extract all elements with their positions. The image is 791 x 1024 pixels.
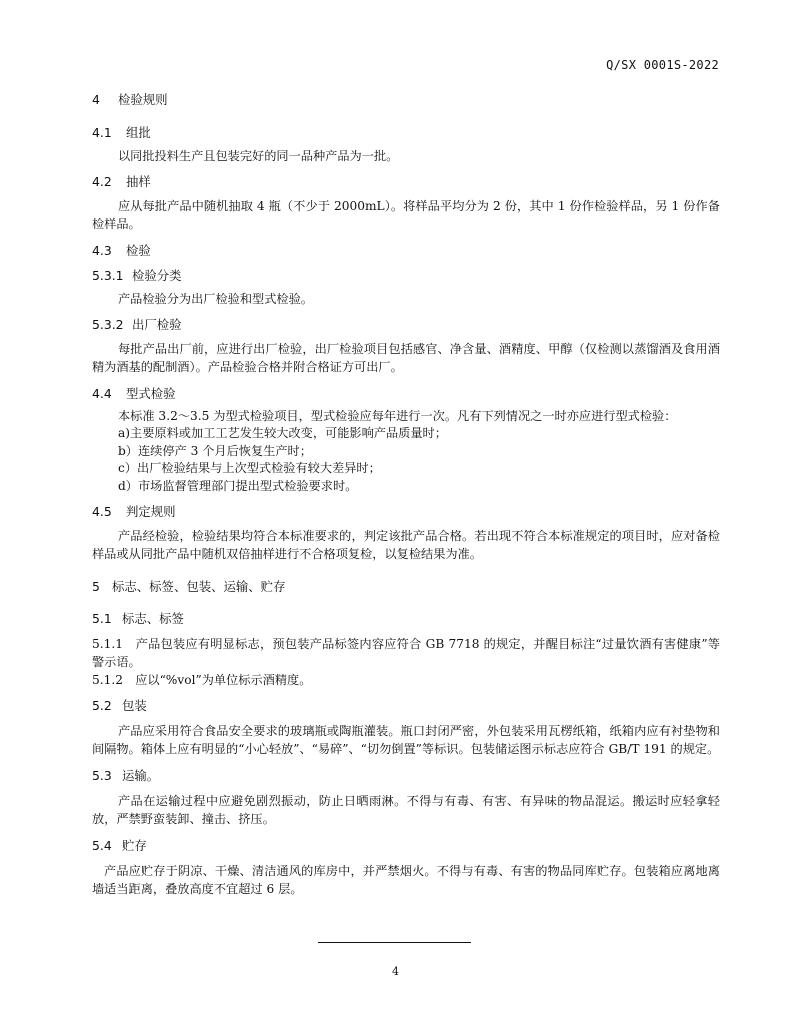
section-title: 抽样 bbox=[126, 174, 151, 189]
section-4-1-text: 以同批投料生产且包装完好的同一品种产品为一批。 bbox=[118, 149, 399, 163]
section-4-3-heading bbox=[92, 243, 720, 259]
section-5-2-heading bbox=[92, 698, 720, 714]
section-5-1-1-text: 5.1.1 产品包装应有明显标志，预包装产品标签内容应符合 GB 7718 的规定，并醒目标注“过量饮酒有害健康”等警示语。 bbox=[92, 637, 720, 669]
section-4-4-text: 本标准 3.2～3.5 为型式检验项目，型式检验应每年进行一次。凡有下列情况之一时亦应进行型式检验： bbox=[118, 409, 677, 423]
section-5-3-text: 产品在运输过程中应避免剧烈振动，防止日晒雨淋。不得与有毒、有害、有异味的物品混运。搬运时应轻拿轻放，严禁野蛮装卸、撞击、挤压。 bbox=[92, 794, 720, 826]
section-4-5-text: 产品经检验，检验结果均符合本标准要求的，判定该批产品合格。若出现不符合本标准规定的项目时，应对备检样品或从同批产品中随机双倍抽样进行不合格项复检，以复检结果为准。 bbox=[92, 529, 720, 561]
section-4-1-heading bbox=[92, 125, 720, 141]
list-item: c）出厂检验结果与上次型式检验有较大差异时； bbox=[118, 461, 381, 475]
section-number: 5.3.2 bbox=[92, 317, 124, 332]
page-number: 4 bbox=[392, 965, 399, 978]
section-5-heading bbox=[92, 579, 720, 595]
section-number: 5.3.1 bbox=[92, 268, 124, 283]
section-title: 组批 bbox=[126, 125, 151, 140]
document-body bbox=[92, 92, 720, 898]
section-number: 5.2 bbox=[92, 698, 112, 713]
section-4-2-heading bbox=[92, 174, 720, 190]
section-5-3-heading bbox=[92, 768, 720, 784]
footer-divider bbox=[318, 942, 471, 943]
list-item: b）连续停产 3 个月后恢复生产时； bbox=[118, 443, 312, 458]
section-4-2-text: 应从每批产品中随机抽取 4 瓶（不少于 2000mL）。将样品平均分为 2 份，其中 1 份作检验样品，另 1 份作备检样品。 bbox=[92, 199, 720, 231]
section-title: 型式检验 bbox=[126, 386, 176, 401]
section-5-1-heading bbox=[92, 611, 720, 627]
section-5-3-2-heading bbox=[92, 317, 720, 333]
section-number: 4.2 bbox=[92, 174, 112, 189]
section-title: 标志、标签 bbox=[122, 611, 184, 626]
section-title: 检验分类 bbox=[132, 268, 182, 283]
section-5-4-text: 产品应贮存于阴凉、干燥、清洁通风的库房中，并严禁烟火。不得与有毒、有害的物品同库贮存。包装箱应离地离墙适当距离，叠放高度不宜超过 6 层。 bbox=[92, 864, 720, 896]
section-title: 判定规则 bbox=[126, 504, 176, 519]
section-4-4-list bbox=[92, 425, 720, 495]
section-title: 贮存 bbox=[122, 838, 147, 853]
standard-code: Q/SX 0001S-2022 bbox=[606, 58, 719, 72]
section-title: 包装 bbox=[122, 698, 147, 713]
section-5-3-1-heading bbox=[92, 268, 720, 284]
list-item: a)主要原料或加工工艺发生较大改变，可能影响产品质量时； bbox=[118, 426, 447, 440]
section-title: 标志、标签、包装、运输、贮存 bbox=[112, 579, 286, 594]
section-number: 5.4 bbox=[92, 838, 112, 853]
section-title: 检验规则 bbox=[118, 92, 168, 107]
section-title: 出厂检验 bbox=[132, 317, 182, 332]
list-item: d）市场监督管理部门提出型式检验要求时。 bbox=[118, 478, 358, 493]
section-number: 4.4 bbox=[92, 386, 112, 401]
section-5-2-text: 产品应采用符合食品安全要求的玻璃瓶或陶瓶灌装。瓶口封闭严密，外包装采用瓦楞纸箱，纸箱内应有衬垫物和间隔物。箱体上应有明显的“小心轻放”、“易碎”、“切勿倒置”等标识。包装储运图示标志应符合 GB/T 191 的规定。 bbox=[92, 724, 720, 756]
section-number: 4.5 bbox=[92, 504, 112, 519]
section-4-5-heading bbox=[92, 504, 720, 520]
section-5-1-2-text: 5.1.2 应以“%vol”为单位标示酒精度。 bbox=[92, 673, 312, 687]
section-number: 4.3 bbox=[92, 243, 112, 258]
section-title: 检验 bbox=[126, 243, 151, 258]
section-number: 5.3 bbox=[92, 768, 112, 783]
section-5-3-2-text: 每批产品出厂前，应进行出厂检验，出厂检验项目包括感官、净含量、酒精度、甲醇（仅检测以蒸馏酒及食用酒精为酒基的配制酒）。产品检验合格并附合格证方可出厂。 bbox=[92, 342, 720, 374]
section-5-4-heading bbox=[92, 838, 720, 854]
section-4-4-heading bbox=[92, 386, 720, 402]
section-number: 4 bbox=[92, 92, 100, 107]
section-number: 4.1 bbox=[92, 125, 112, 140]
section-5-3-1-text: 产品检验分为出厂检验和型式检验。 bbox=[118, 292, 313, 306]
section-number: 5 bbox=[92, 579, 100, 594]
section-number: 5.1 bbox=[92, 611, 112, 626]
section-4-heading bbox=[92, 92, 720, 108]
section-title: 运输。 bbox=[122, 768, 160, 783]
